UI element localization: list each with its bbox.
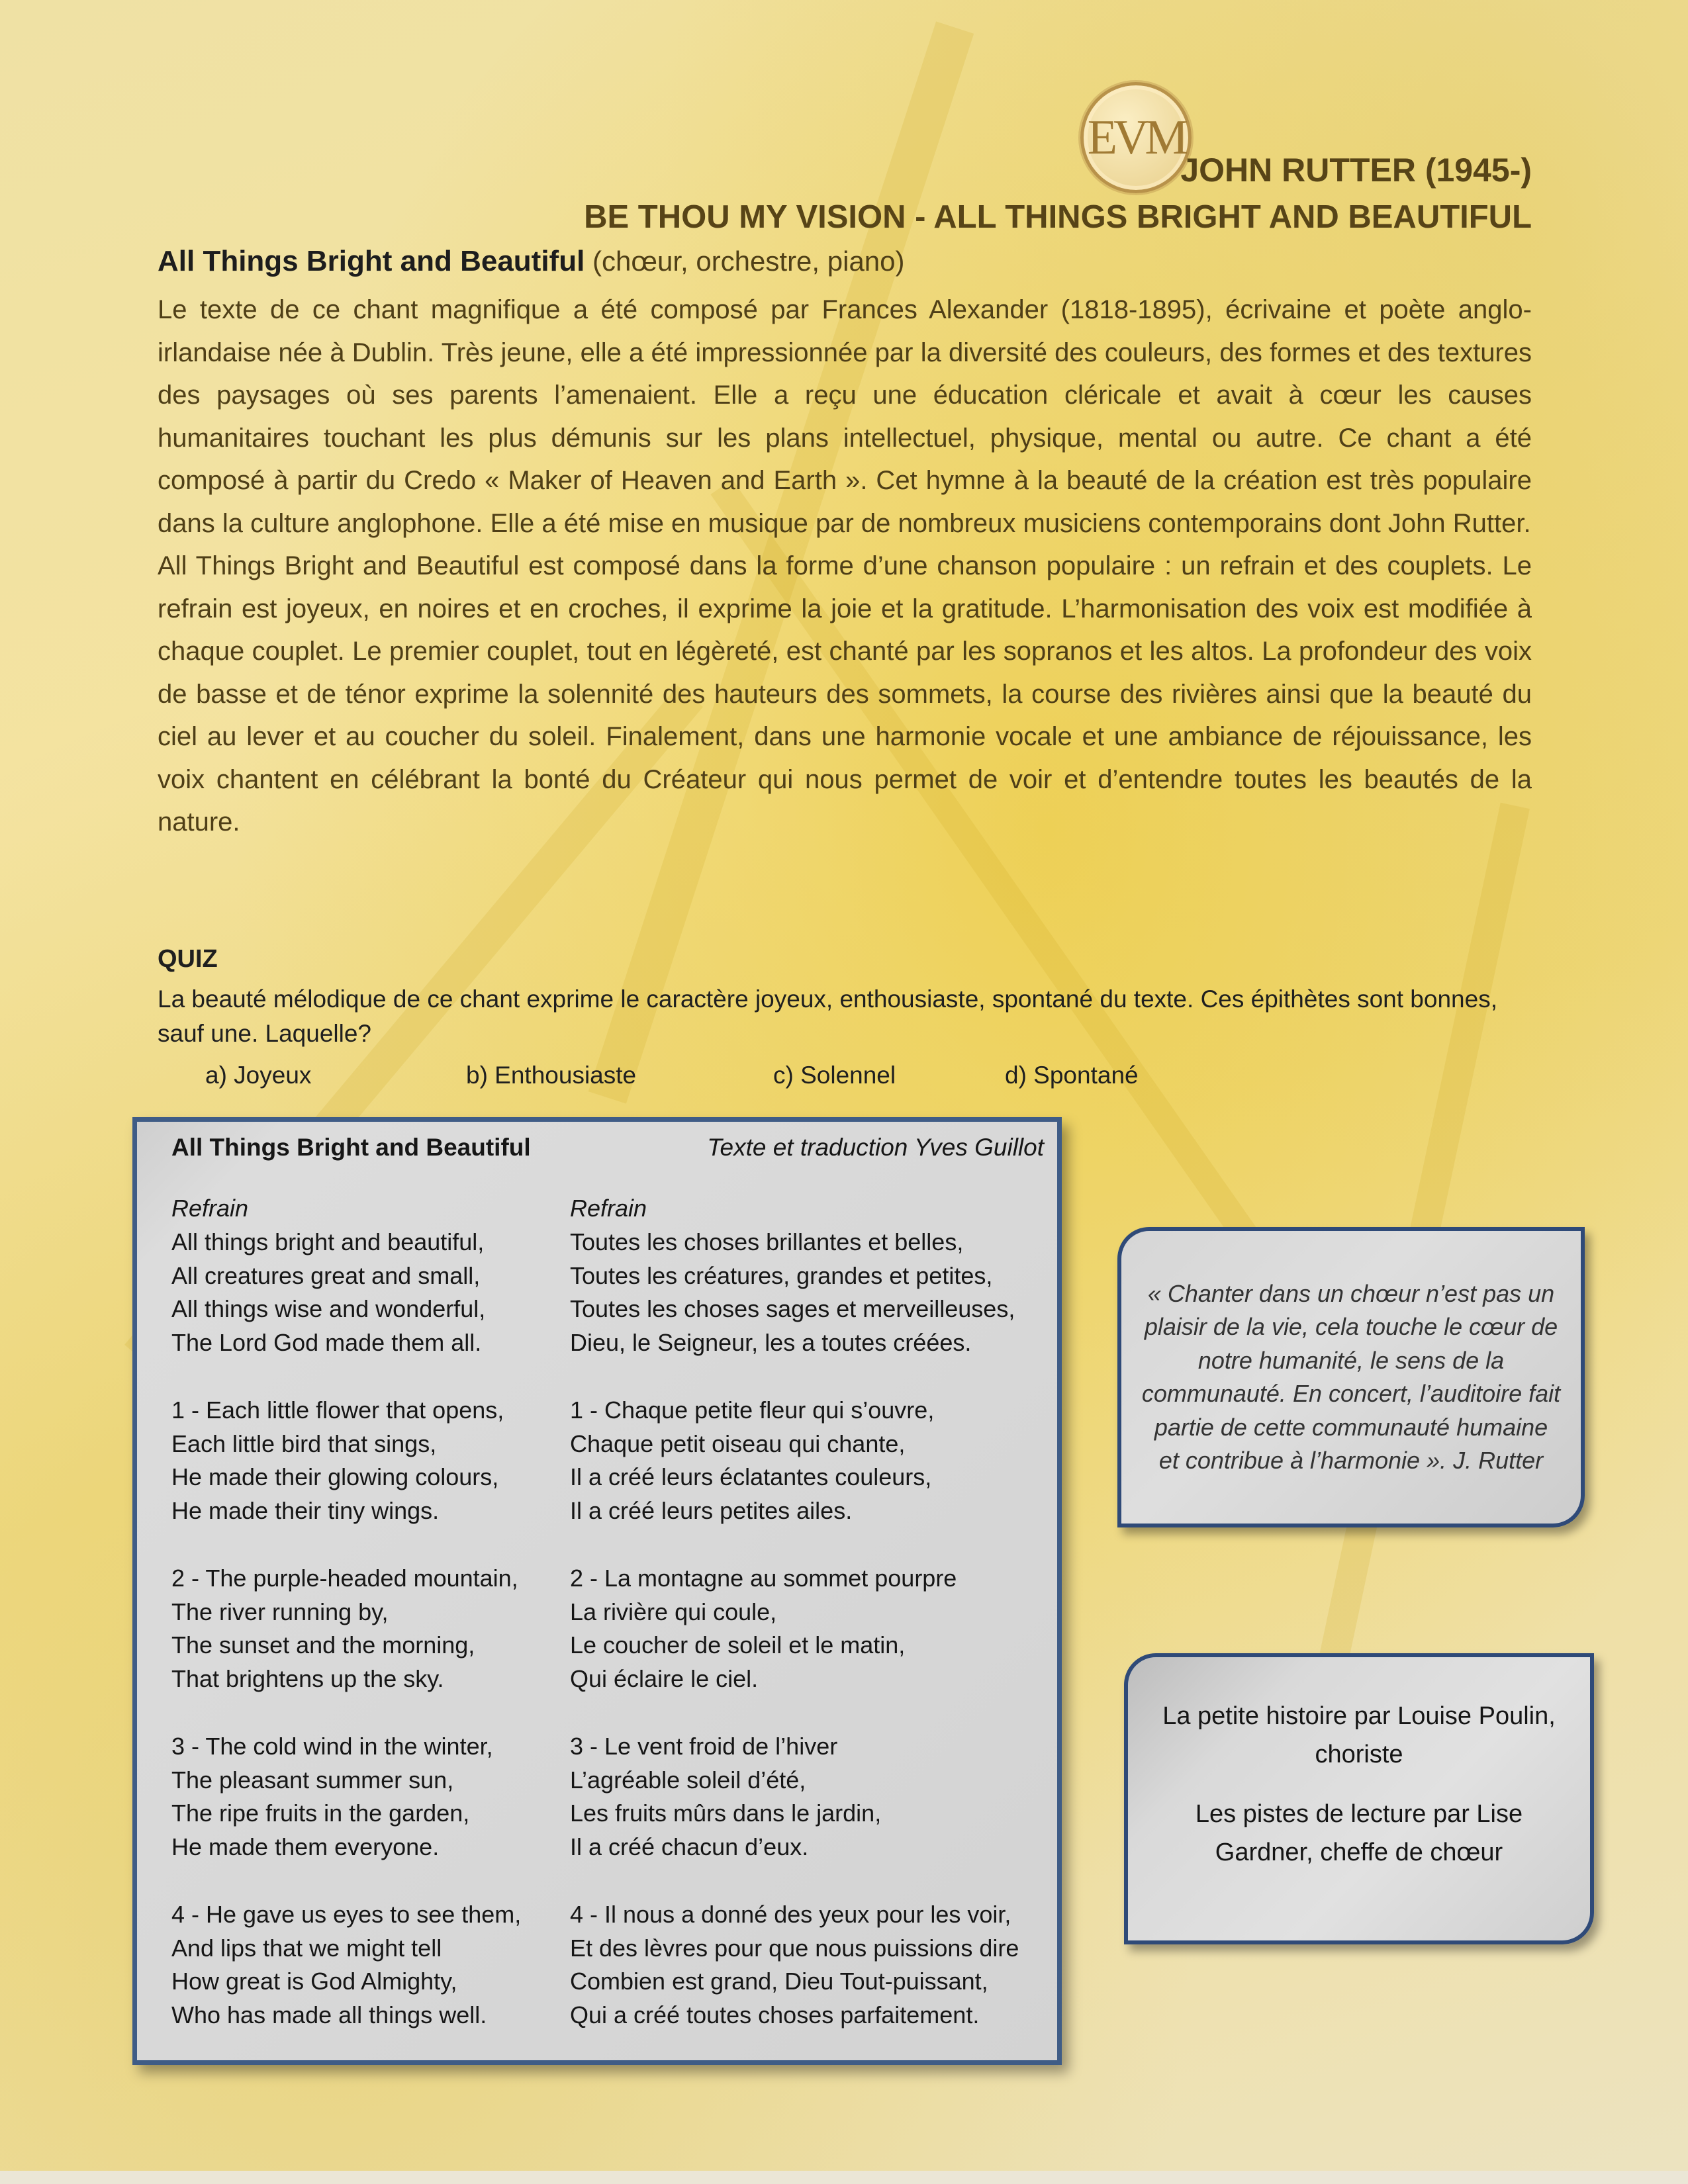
lyric-line: Combien est grand, Dieu Tout-puissant, bbox=[570, 1968, 988, 1995]
piece-heading bbox=[158, 245, 905, 278]
lyric-line: 2 - La montagne au sommet pourpre bbox=[570, 1564, 957, 1592]
lyric-line: Each little bird that sings, bbox=[171, 1430, 437, 1457]
quiz-option-b: b) Enthousiaste bbox=[466, 1062, 637, 1089]
lyric-line: Toutes les choses brillantes et belles, bbox=[570, 1228, 964, 1255]
lyric-line: Toutes les créatures, grandes et petites, bbox=[570, 1261, 993, 1289]
lyric-line: Dieu, le Seigneur, les a toutes créées. bbox=[570, 1329, 972, 1357]
lyric-line: The Lord God made them all. bbox=[171, 1329, 482, 1357]
lyrics-credit: Texte et traduction Yves Guillot bbox=[707, 1134, 1044, 1161]
lyrics-stanza bbox=[171, 1562, 521, 1696]
lyric-line: 2 - The purple-headed mountain, bbox=[171, 1564, 518, 1592]
piece-description bbox=[158, 289, 1532, 844]
lyric-line: 3 - Le vent froid de l’hiver bbox=[570, 1732, 838, 1760]
lyric-line: All creatures great and small, bbox=[171, 1261, 481, 1289]
quiz-option-a: a) Joyeux bbox=[205, 1062, 312, 1089]
lyric-line: All things wise and wonderful, bbox=[171, 1295, 486, 1323]
lyric-line: All things bright and beautiful, bbox=[171, 1228, 485, 1255]
lyrics-stanza bbox=[570, 1730, 1019, 1864]
lyrics-english-column bbox=[171, 1192, 521, 2066]
lyric-line: The pleasant summer sun, bbox=[171, 1766, 454, 1794]
lyric-line: That brightens up the sky. bbox=[171, 1665, 444, 1693]
lyrics-stanza bbox=[570, 1562, 1019, 1696]
lyrics-stanza bbox=[171, 1730, 521, 1864]
description-paragraph: Le texte de ce chant magnifique a été composé par Frances Alexander (1818-1895), écrivaine et poète anglo-irlandaise née à Dublin. Très jeune, elle a été impressionnée par la diversité des couleurs, des formes et des textures des paysages où ses parents l’amenaient. Elle a reçu une éducation cléricale et avait à cœur les causes humanitaires touchant les plus démunis sur les plans intellectuel, physique, mental ou autre. Ce chant a été composé à partir du Credo « Maker of Heaven and Earth ». Cet hymne à la beauté de la création est très populaire dans la culture anglophone. Elle a été mise en musique par de nombreux musiciens contemporains dont John Rutter. bbox=[158, 295, 1532, 538]
reading-credit: Les pistes de lecture par Lise Gardner, cheffe de chœur bbox=[1195, 1800, 1523, 1866]
lyric-line: Il a créé chacun d’eux. bbox=[570, 1833, 809, 1861]
lyrics-stanza bbox=[570, 1394, 1019, 1528]
lyric-line: Who has made all things well. bbox=[171, 2001, 487, 2029]
lyrics-stanza bbox=[171, 1192, 521, 1360]
info-box bbox=[1124, 1653, 1594, 1944]
lyrics-stanza bbox=[171, 1898, 521, 2032]
lyrics-french-column bbox=[570, 1192, 1019, 2066]
lyric-line: The river running by, bbox=[171, 1598, 389, 1625]
lyric-line: Les fruits mûrs dans le jardin, bbox=[570, 1799, 882, 1827]
lyric-line: The sunset and the morning, bbox=[171, 1631, 475, 1659]
lyrics-stanza bbox=[171, 1394, 521, 1528]
quiz-question: La beauté mélodique de ce chant exprime le caractère joyeux, enthousiaste, spontané du texte. Ces épithètes sont bonnes, sauf une. Laquelle? bbox=[158, 985, 1497, 1047]
lyric-line: He made their glowing colours, bbox=[171, 1463, 499, 1491]
lyric-line: 3 - The cold wind in the winter, bbox=[171, 1732, 493, 1760]
piece-title: All Things Bright and Beautiful bbox=[158, 245, 585, 277]
lyric-line: La rivière qui coule, bbox=[570, 1598, 777, 1625]
evm-logo bbox=[1080, 82, 1192, 193]
lyric-line: And lips that we might tell bbox=[171, 1934, 442, 1962]
quiz-title: QUIZ bbox=[158, 945, 218, 973]
lyrics-stanza bbox=[570, 1192, 1019, 1360]
quote-box bbox=[1117, 1227, 1585, 1527]
lyrics-stanza bbox=[570, 1898, 1019, 2032]
program-title: BE THOU MY VISION - ALL THINGS BRIGHT AND BEAUTIFUL bbox=[584, 199, 1532, 235]
quiz-option-c: c) Solennel bbox=[773, 1062, 896, 1089]
lyric-line: Et des lèvres pour que nous puissions dire bbox=[570, 1934, 1019, 1962]
lyrics-title: All Things Bright and Beautiful bbox=[171, 1134, 531, 1161]
lyric-line: 4 - Il nous a donné des yeux pour les voir, bbox=[570, 1900, 1011, 1928]
lyric-line: He made them everyone. bbox=[171, 1833, 440, 1861]
lyric-line: 1 - Each little flower that opens, bbox=[171, 1396, 504, 1424]
lyric-line: 4 - He gave us eyes to see them, bbox=[171, 1900, 522, 1928]
lyric-line: Qui éclaire le ciel. bbox=[570, 1665, 759, 1693]
stanza-label: Refrain bbox=[171, 1195, 249, 1222]
lyric-line: Le coucher de soleil et le matin, bbox=[570, 1631, 906, 1659]
lyric-line: L’agréable soleil d’été, bbox=[570, 1766, 806, 1794]
lyric-line: Il a créé leurs éclatantes couleurs, bbox=[570, 1463, 932, 1491]
lyric-line: How great is God Almighty, bbox=[171, 1968, 457, 1995]
rutter-quote: « Chanter dans un chœur n’est pas un plaisir de la vie, cela touche le cœur de notre humanité, le sens de la communauté. En concert, l’auditoire fait partie de cette communauté humaine et contribue à l’harmonie ». J. Rutter bbox=[1141, 1279, 1561, 1474]
quiz-option-d: d) Spontané bbox=[1005, 1062, 1139, 1089]
lyric-line: Il a créé leurs petites ailes. bbox=[570, 1497, 853, 1525]
lyric-line: 1 - Chaque petite fleur qui s’ouvre, bbox=[570, 1396, 935, 1424]
lyric-line: He made their tiny wings. bbox=[171, 1497, 440, 1525]
piece-instrumentation: (chœur, orchestre, piano) bbox=[592, 246, 905, 277]
lyrics-box bbox=[132, 1117, 1062, 2065]
logo-text: EVM bbox=[1087, 110, 1185, 165]
lyric-line: The ripe fruits in the garden, bbox=[171, 1799, 470, 1827]
lyric-line: Toutes les choses sages et merveilleuses, bbox=[570, 1295, 1015, 1323]
lyric-line: Chaque petit oiseau qui chante, bbox=[570, 1430, 906, 1457]
page-bottom-edge bbox=[0, 2171, 1688, 2184]
story-credit: La petite histoire par Louise Poulin, choriste bbox=[1162, 1702, 1556, 1768]
composer-title: JOHN RUTTER (1945-) bbox=[1180, 152, 1532, 189]
description-paragraph: All Things Bright and Beautiful est composé dans la forme d’une chanson populaire : un refrain et des couplets. Le refrain est joyeux, en noires et en croches, il exprime la joie et la gratitude. L’harmonisation des voix est modifiée à chaque couplet. Le premier couplet, tout en légèreté, est chanté par les sopranos et les altos. La profondeur des voix de basse et de ténor exprime la solennité des hauteurs des sommets, la course des rivières ainsi que la beauté du ciel au lever et au coucher du soleil. Finalement, dans une harmonie vocale et une ambiance de réjouissance, les voix chantent en célébrant la bonté du Créateur qui nous permet de voir et d’entendre toutes les beautés de la nature. bbox=[158, 551, 1532, 837]
stanza-label: Refrain bbox=[570, 1195, 647, 1222]
lyric-line: Qui a créé toutes choses parfaitement. bbox=[570, 2001, 980, 2029]
